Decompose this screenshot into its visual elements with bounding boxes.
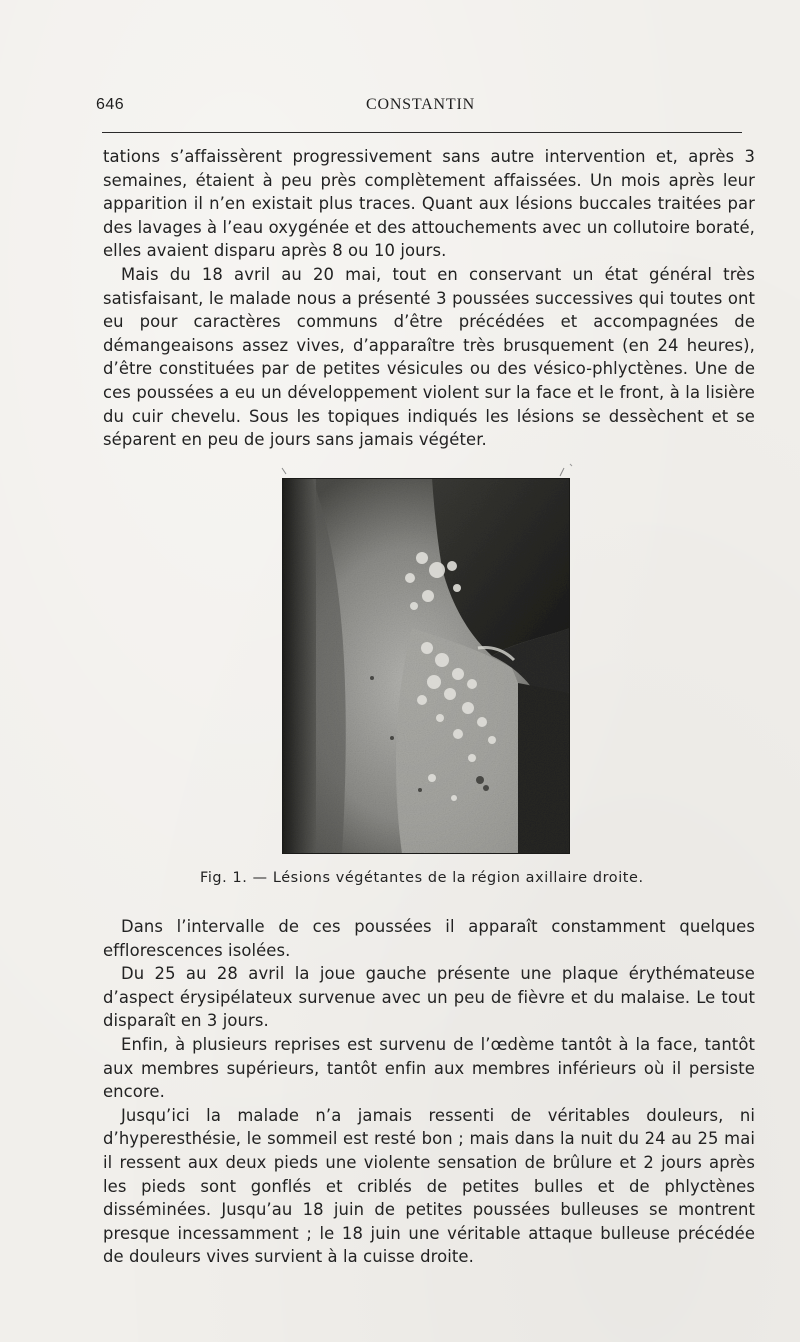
text-block-top <box>103 145 755 452</box>
caption-dash: — <box>252 870 268 886</box>
paragraph: tations s’affaissèrent progressivement sans autre intervention et, après 3 semaines, étaient à peu près complètement affaissées. Un mois après leur apparition il n’en existait plus traces. Quant aux lésions buccales traitées par des lavages à l’eau oxygénée et des attouchements avec un collutoire boraté, elles avaient disparu après 8 ou 10 jours. <box>103 147 755 261</box>
paragraph: Jusqu’ici la malade n’a jamais ressenti de véritables douleurs, ni d’hyperesthésie, le sommeil est resté bon ; mais dans la nuit du 24 au 25 mai il ressent aux deux pieds une violente sensation de brûlure et 2 jours après les pieds sont gonflés et criblés de petites bulles et de phlyctènes disséminées. Jusqu’au 18 juin de petites poussées bulleuses se montrent presque incessamment ; le 18 juin une véritable attaque bulleuse précédée de douleurs vives survient à la cuisse droite. <box>103 1105 755 1267</box>
header-rule <box>102 132 742 133</box>
paragraph: Enfin, à plusieurs reprises est survenu de l’œdème tantôt à la face, tantôt aux membres supérieurs, tantôt enfin aux membres inférieurs où il persiste encore. <box>103 1034 755 1102</box>
text-block-bottom <box>103 915 755 1269</box>
page-header <box>96 92 744 118</box>
figure-caption <box>200 870 660 886</box>
paragraph: Du 25 au 28 avril la joue gauche présente une plaque érythémateuse d’aspect érysipélateux survenue avec un peu de fièvre et du malaise. Le tout disparaît en 3 jours. <box>103 964 755 1031</box>
paragraph: Dans l’intervalle de ces poussées il apparaît constamment quelques efflorescences isolées. <box>103 917 755 960</box>
axillary-lesions-photograph <box>282 478 570 854</box>
caption-text: Lésions végétantes de la région axillaire droite. <box>272 870 644 886</box>
paragraph: Mais du 18 avril au 20 mai, tout en conservant un état général très satisfaisant, le malade nous a présenté 3 poussées successives qui toutes ont eu pour caractères communs d’être précédées et accompagnées de démangeaisons assez vives, d’apparaître très brusquement (en 24 heures), d’être constituées par de petites vésicules ou des vésico-phlyctènes. Une de ces poussées a eu un développement violent sur la face et le front, à la lisière du cuir chevelu. Sous les topiques indiqués les lésions se dessèchent et se séparent en peu de jours sans jamais végéter. <box>103 264 755 450</box>
page-number: 646 <box>96 96 125 113</box>
figure-label: Fig. 1. <box>200 870 248 886</box>
running-head: CONSTANTIN <box>366 96 475 113</box>
figure <box>282 478 570 854</box>
